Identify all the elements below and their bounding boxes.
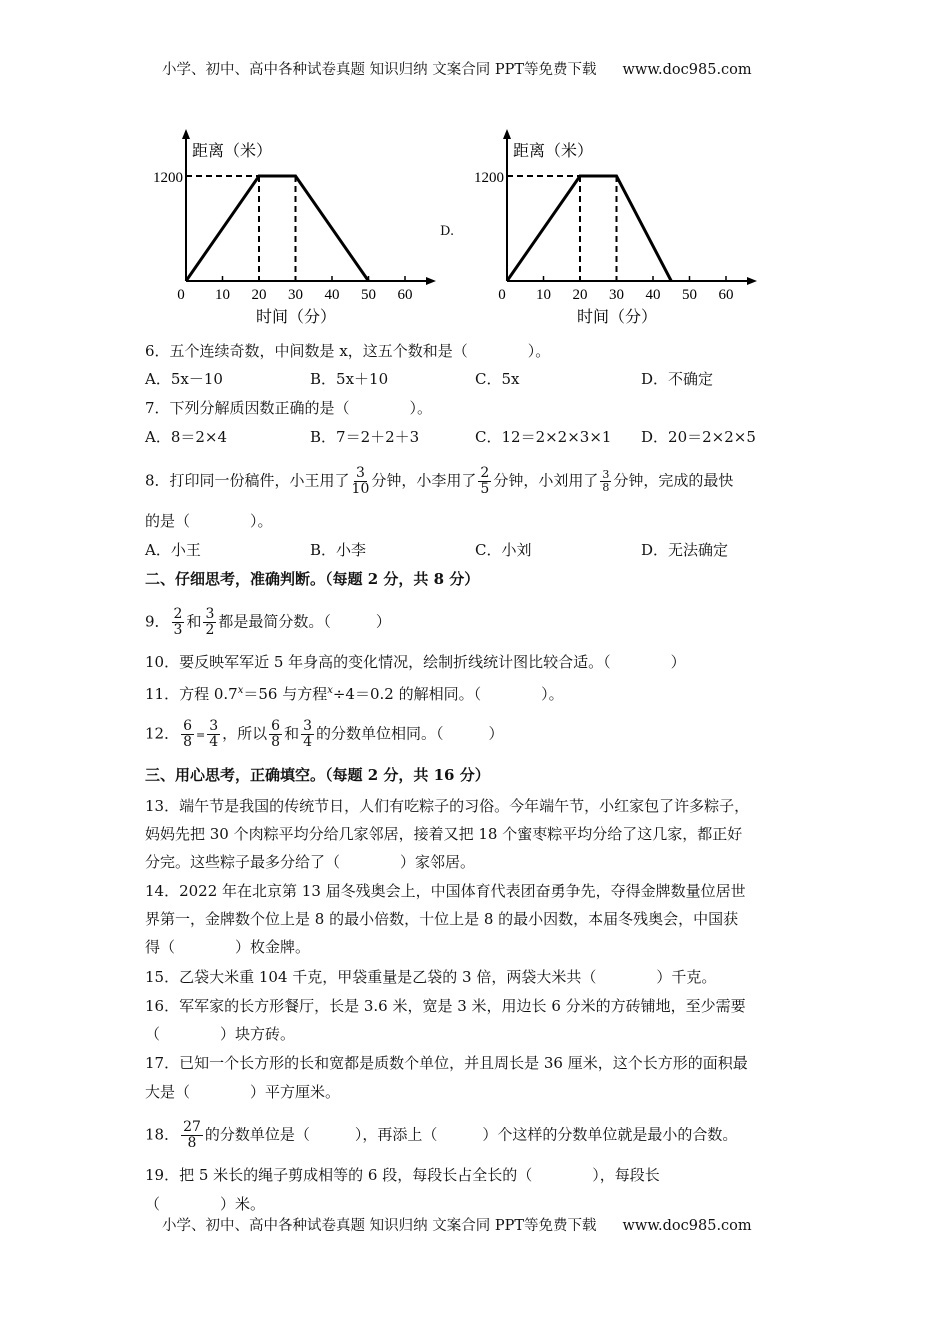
- x-tick-label: 50: [361, 287, 376, 303]
- q18-text: 18．: [145, 1125, 180, 1144]
- question-13-line3: 分完。这些粽子最多分给了（ ）家邻居。: [145, 853, 476, 871]
- fraction: [352, 466, 370, 497]
- q6-option-a[interactable]: A．5x－10: [145, 370, 223, 388]
- header-text: 小学、初中、高中各种试卷真题 知识归纳 文案合同 PPT等免费下载: [162, 62, 597, 78]
- question-13-line1: 13．端午节是我国的传统节日，人们有吃粽子的习俗。今年端午节，小红家包了许多粽子，: [145, 797, 750, 815]
- y-axis-label: 距离（米）: [513, 143, 594, 160]
- fraction: [181, 719, 194, 750]
- distance-line: [186, 176, 369, 281]
- x-tick-label: 50: [682, 287, 697, 303]
- question-9: [145, 607, 391, 638]
- chart-option-c: [153, 125, 450, 335]
- denominator: 2: [205, 622, 215, 638]
- x-tick-label: 10: [215, 287, 230, 303]
- numerator: 27: [183, 1119, 201, 1135]
- q9-text: 都是最简分数。（ ）: [218, 612, 391, 631]
- question-16-line2: （ ）块方砖。: [145, 1025, 296, 1043]
- section-3-heading: 三、用心思考，正确填空。（每题 2 分，共 16 分）: [145, 766, 490, 784]
- footer-url[interactable]: www.doc985.com: [622, 1218, 752, 1234]
- q6-option-b[interactable]: B．5x＋10: [310, 370, 389, 388]
- denominator: 4: [303, 734, 313, 750]
- fraction: [172, 607, 185, 638]
- x-tick-label: 30: [609, 287, 624, 303]
- x-tick-label: 10: [536, 287, 551, 303]
- numerator: 3: [303, 718, 313, 734]
- x-axis-label: 时间（分）: [577, 309, 658, 326]
- question-7: 7．下列分解质因数正确的是（ ）。: [145, 399, 433, 417]
- question-14-line2: 界第一，金牌数个位上是 8 的最小倍数，十位上是 8 的最小因数，本届冬残奥会，中国获: [145, 910, 739, 928]
- denominator: 8: [187, 1135, 197, 1151]
- x-tick-label: 40: [324, 287, 340, 303]
- fraction: [203, 607, 216, 638]
- denominator: 10: [351, 481, 370, 497]
- option-d-label: D.: [440, 224, 455, 239]
- q12-text: 的分数单位相同。（ ）: [316, 724, 504, 743]
- q12-text: 和: [284, 724, 300, 743]
- q6-option-c[interactable]: C．5x: [475, 370, 520, 388]
- question-18: [145, 1120, 737, 1151]
- denominator: 3: [173, 622, 183, 638]
- x-tick-label: 0: [177, 287, 185, 303]
- q8-text: 分钟，小刘用了: [493, 471, 599, 490]
- y-axis-label: 距离（米）: [192, 143, 273, 160]
- fraction: [269, 719, 282, 750]
- denominator: 8: [183, 734, 193, 750]
- denominator: 4: [209, 734, 219, 750]
- question-17-line2: 大是（ ）平方厘米。: [145, 1083, 341, 1101]
- question-10: 10．要反映军军近 5 年身高的变化情况，绘制折线统计图比较合适。（ ）: [145, 653, 686, 671]
- q7-option-a[interactable]: A．8＝2×4: [145, 428, 228, 446]
- x-axis-label: 时间（分）: [256, 309, 337, 326]
- numerator: 6: [183, 718, 193, 734]
- x-tick-label: 60: [718, 287, 734, 303]
- y-axis-arrow-icon: [503, 129, 511, 139]
- q8-text: 分钟，完成的最快: [613, 471, 734, 490]
- q8-option-b[interactable]: B．小李: [310, 541, 367, 559]
- q9-text: 和: [186, 612, 202, 631]
- header-url[interactable]: www.doc985.com: [622, 62, 752, 78]
- q8-option-a[interactable]: A．小王: [145, 541, 201, 559]
- page-footer: [162, 1214, 752, 1235]
- fraction: [207, 719, 220, 750]
- x-tick-label: 20: [251, 287, 267, 303]
- question-12: [145, 719, 504, 750]
- q9-text: 9．: [145, 612, 170, 631]
- x-axis-arrow-icon: [747, 277, 757, 285]
- q8-text: 8．打印同一份稿件，小王用了: [145, 471, 350, 490]
- question-14-line1: 14．2022 年在北京第 13 届冬残奥会上，中国体育代表团奋勇争先，夺得金牌数量位居世: [145, 882, 746, 900]
- q7-option-d[interactable]: D．20＝2×2×5: [641, 428, 756, 446]
- chart-option-d: [474, 125, 771, 335]
- numerator: 3: [602, 468, 610, 481]
- question-15: 15．乙袋大米重 104 千克，甲袋重量是乙袋的 3 倍，两袋大米共（ ）千克。: [145, 968, 717, 986]
- numerator: 3: [205, 606, 215, 622]
- x-axis-arrow-icon: [426, 277, 436, 285]
- q8-option-d[interactable]: D．无法确定: [641, 541, 729, 559]
- fraction: [478, 466, 491, 497]
- q6-option-d[interactable]: D．不确定: [641, 370, 714, 388]
- question-19-line1: 19．把 5 米长的绳子剪成相等的 6 段，每段长占全长的（ ），每段长: [145, 1166, 660, 1184]
- q11-text: ÷4＝0.2 的解相同。（ ）。: [332, 685, 564, 703]
- x-tick-label: 20: [572, 287, 588, 303]
- question-8: [145, 466, 733, 497]
- question-6: 6．五个连续奇数，中间数是 x，这五个数和是（ ）。: [145, 342, 551, 360]
- q8-option-c[interactable]: C．小刘: [475, 541, 532, 559]
- q11-text: ＝56 与方程: [243, 685, 328, 703]
- distance-line: [507, 176, 671, 281]
- y-axis-arrow-icon: [182, 129, 190, 139]
- x-tick-label: 0: [498, 287, 506, 303]
- footer-text: 小学、初中、高中各种试卷真题 知识归纳 文案合同 PPT等免费下载: [162, 1218, 597, 1234]
- equals-sign: =: [196, 728, 206, 742]
- denominator: 8: [271, 734, 281, 750]
- q11-text: 11．方程 0.7: [145, 685, 238, 703]
- question-19-line2: （ ）米。: [145, 1195, 266, 1213]
- denominator: 5: [480, 481, 490, 497]
- section-2-heading: 二、仔细思考，准确判断。（每题 2 分，共 8 分）: [145, 570, 480, 588]
- numerator: 2: [173, 606, 183, 622]
- numerator: 3: [209, 718, 219, 734]
- question-13-line2: 妈妈先把 30 个肉粽平均分给几家邻居，接着又把 18 个蜜枣粽平均分给了这几家，都正好: [145, 825, 743, 843]
- variable-x: x: [327, 685, 333, 696]
- question-11: [145, 681, 564, 704]
- page-header: [162, 58, 752, 79]
- question-8-line2: 的是（ ）。: [145, 512, 273, 530]
- fraction: [301, 719, 314, 750]
- numerator: 3: [356, 465, 365, 481]
- q7-option-c[interactable]: C．12＝2×2×3×1: [475, 428, 612, 446]
- question-17-line1: 17．已知一个长方形的长和宽都是质数个单位，并且周长是 36 厘米，这个长方形的面积最: [145, 1054, 748, 1072]
- x-tick-label: 40: [645, 287, 661, 303]
- x-tick-label: 60: [397, 287, 413, 303]
- fraction: [600, 469, 611, 494]
- q12-text: ，所以: [222, 724, 268, 743]
- question-16-line1: 16．军军家的长方形餐厅，长是 3.6 米，宽是 3 米，用边长 6 分米的方砖铺地，至少需要: [145, 997, 746, 1015]
- q8-text: 分钟，小李用了: [371, 471, 477, 490]
- y-tick-label: 1200: [474, 170, 504, 186]
- numerator: 6: [271, 718, 281, 734]
- y-tick-label: 1200: [153, 170, 183, 186]
- fraction: [181, 1120, 203, 1151]
- q7-option-b[interactable]: B．7＝2＋2＋3: [310, 428, 420, 446]
- question-14-line3: 得（ ）枚金牌。: [145, 938, 311, 956]
- denominator: 8: [602, 481, 610, 494]
- numerator: 2: [480, 465, 490, 481]
- x-tick-label: 30: [288, 287, 303, 303]
- variable-x: x: [237, 685, 244, 696]
- q12-text: 12．: [145, 724, 180, 743]
- q18-text: 的分数单位是（ ），再添上（ ）个这样的分数单位就是最小的合数。: [204, 1125, 738, 1144]
